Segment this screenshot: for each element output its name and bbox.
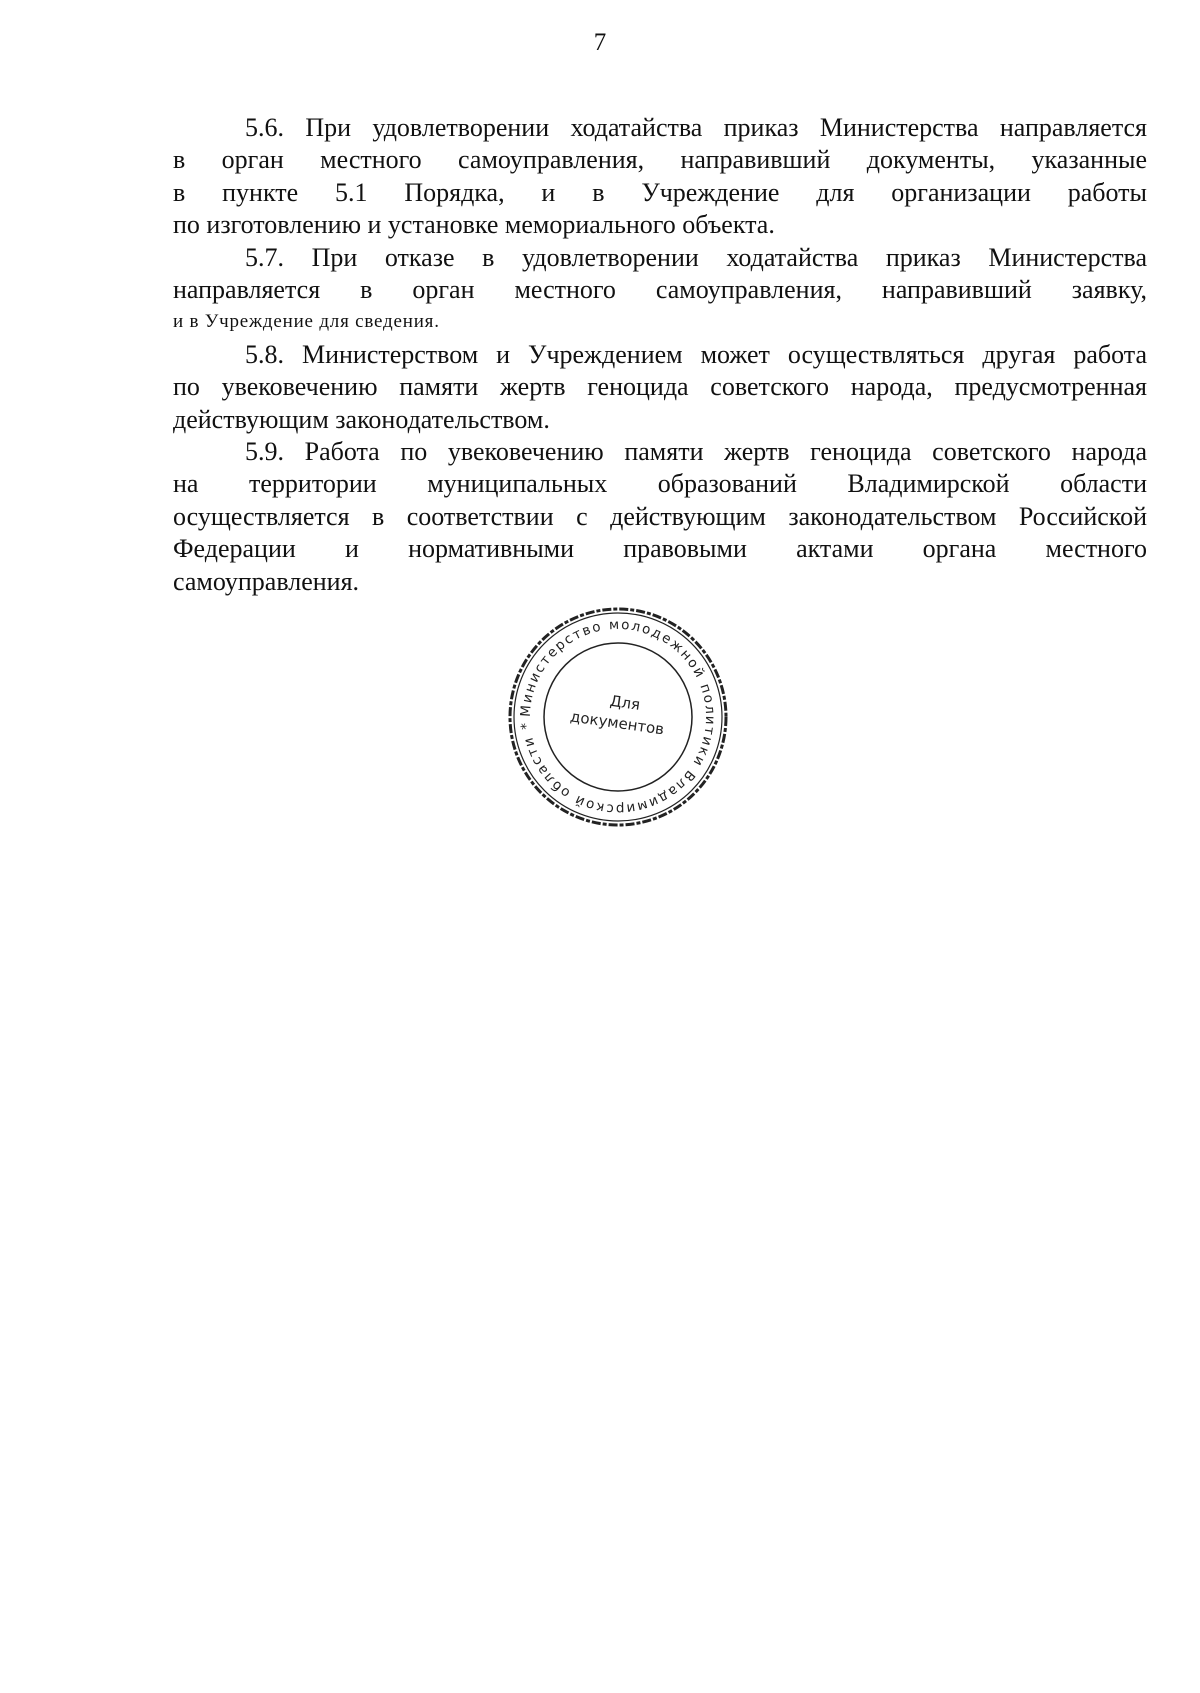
page-number: 7 — [593, 29, 607, 56]
text-line: 5.9. Работа по увековечению памяти жертв геноцида советского народа — [245, 437, 1147, 467]
text-line: самоуправления. — [173, 566, 360, 596]
text-line: Федерации и нормативными правовыми актами органа местного — [173, 534, 1147, 564]
text-line: 5.8. Министерством и Учреждением может осуществляться другая работа — [245, 339, 1147, 369]
text-line: 5.7. При отказе в удовлетворении ходатайства приказ Министерства — [245, 242, 1147, 272]
text-line: действующим законодательством. — [173, 404, 550, 434]
paragraph-5-9 — [173, 436, 1147, 598]
text-line: 5.6. При удовлетворении ходатайства приказ Министерства направляется — [245, 113, 1147, 142]
document-body — [173, 112, 1147, 598]
text-line: направляется в орган местного самоуправления, направивший заявку, — [173, 275, 1147, 305]
text-line: и в Учреждение для сведения. — [173, 311, 440, 333]
text-line: по изготовлению и установке мемориального объекта. — [173, 210, 775, 240]
stamp-seal-icon — [505, 604, 731, 830]
stamp-ring-textpath: Министерство молодежной политики Владимирской области * — [517, 616, 719, 818]
paragraph-5-8 — [173, 339, 1147, 436]
stamp-center-line2: документов — [569, 707, 666, 739]
paragraph-5-6 — [173, 112, 1147, 242]
paragraph-5-7 — [173, 242, 1147, 339]
text-line: на территории муниципальных образований Владимирской области — [173, 469, 1147, 499]
text-line: осуществляется в соответствии с действующим законодательством Российской — [173, 501, 1147, 531]
text-line: в пункте 5.1 Порядка, и в Учреждение для организации работы — [173, 177, 1147, 207]
text-line: в орган местного самоуправления, направивший документы, указанные — [173, 145, 1147, 175]
stamp-center-line1: Для — [608, 691, 642, 714]
official-stamp — [505, 604, 731, 830]
text-line: по увековечению памяти жертв геноцида советского народа, предусмотренная — [173, 372, 1147, 402]
